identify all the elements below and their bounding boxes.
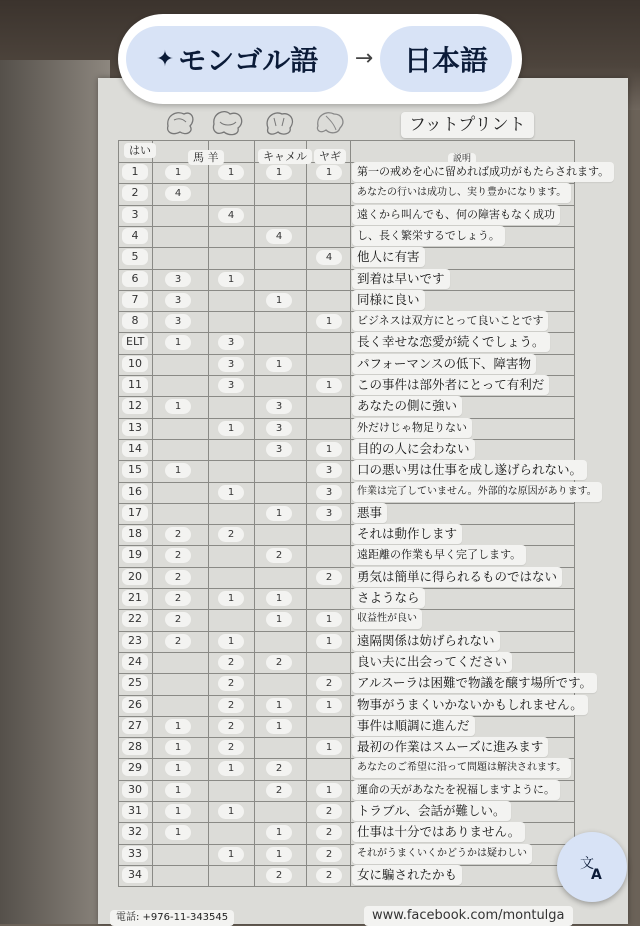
count-cell: 1	[266, 591, 292, 606]
count-cell: 2	[218, 698, 244, 713]
count-cell: 1	[266, 612, 292, 627]
row-number: 24	[122, 654, 148, 670]
count-cell: 1	[165, 463, 191, 478]
count-cell: 1	[316, 612, 342, 627]
table-grid-line	[118, 886, 574, 887]
count-cell: 1	[218, 272, 244, 287]
table-grid-line	[208, 140, 209, 886]
count-cell: 2	[316, 804, 342, 819]
count-cell: 2	[165, 548, 191, 563]
count-cell: 2	[165, 570, 191, 585]
row-number: 11	[122, 377, 148, 393]
count-cell: 1	[165, 740, 191, 755]
translate-language-bar	[118, 14, 522, 104]
count-cell: 1	[218, 847, 244, 862]
count-cell: 3	[165, 272, 191, 287]
footer-phone: 電話: +976-11-343545	[110, 910, 234, 926]
table-grid-line	[118, 418, 574, 419]
count-cell: 1	[316, 378, 342, 393]
count-cell: 2	[165, 527, 191, 542]
row-number: 30	[122, 782, 148, 798]
count-cell: 1	[165, 804, 191, 819]
count-cell: 1	[218, 761, 244, 776]
row-description: 良い夫に出会ってください	[352, 652, 512, 672]
row-description: 運命の天があなたを祝福しますように。	[352, 780, 560, 800]
table-grid-line	[118, 503, 574, 504]
count-cell: 3	[266, 442, 292, 457]
table-grid-line	[118, 524, 574, 525]
count-cell: 1	[266, 165, 292, 180]
row-number: 8	[122, 313, 148, 329]
translate-fab[interactable]	[557, 832, 627, 902]
count-cell: 1	[266, 719, 292, 734]
row-number: 2	[122, 185, 148, 201]
table-grid-line	[118, 140, 574, 141]
count-cell: 2	[165, 634, 191, 649]
count-cell: 1	[218, 804, 244, 819]
count-cell: 2	[316, 676, 342, 691]
count-cell: 1	[218, 634, 244, 649]
count-cell: 1	[165, 825, 191, 840]
row-number: 18	[122, 526, 148, 542]
count-cell: 3	[316, 506, 342, 521]
row-number: 27	[122, 718, 148, 734]
footer-url: www.facebook.com/montulga	[364, 906, 573, 926]
row-description: パフォーマンスの低下、障害物	[352, 354, 536, 374]
column-header-goat: ヤギ	[314, 148, 346, 164]
count-cell: 1	[218, 485, 244, 500]
row-description: 遠隔関係は妨げられない	[352, 631, 500, 651]
count-cell: 3	[316, 485, 342, 500]
row-number: 10	[122, 356, 148, 372]
count-cell: 1	[266, 293, 292, 308]
row-number: 22	[122, 611, 148, 627]
row-number: 15	[122, 462, 148, 478]
row-number: 7	[122, 292, 148, 308]
camel-sketch	[262, 106, 298, 140]
row-number: 3	[122, 207, 148, 223]
row-description: 作業は完了していません。外部的な原因があります。	[352, 482, 602, 502]
row-description: 第一の戒めを心に留めれば成功がもたらされます。	[352, 162, 614, 182]
svg-text:文: 文	[580, 856, 594, 872]
row-description: あなたのご希望に沿って問題は解決されます。	[352, 758, 571, 778]
count-cell: 1	[165, 335, 191, 350]
count-cell: 1	[165, 783, 191, 798]
column-header-description: 説明	[448, 151, 476, 164]
table-grid-line	[118, 396, 574, 397]
count-cell: 1	[316, 314, 342, 329]
arrow-right-icon: →	[354, 46, 374, 71]
row-number: 4	[122, 228, 148, 244]
row-description: 仕事は十分ではありません。	[352, 822, 525, 842]
table-grid-line	[118, 290, 574, 291]
row-description: 他人に有害	[352, 247, 425, 267]
count-cell: 2	[165, 612, 191, 627]
count-cell: 2	[218, 676, 244, 691]
row-description: 悪事	[352, 503, 387, 523]
table-grid-line	[118, 865, 574, 866]
table-grid-line	[254, 140, 255, 886]
row-description: この事件は部外者にとって有利だ	[352, 375, 549, 395]
count-cell: 1	[266, 357, 292, 372]
count-cell: 1	[316, 634, 342, 649]
count-cell: 3	[165, 293, 191, 308]
count-cell: 3	[165, 314, 191, 329]
count-cell: 1	[165, 761, 191, 776]
count-cell: 4	[218, 208, 244, 223]
count-cell: 3	[266, 399, 292, 414]
count-cell: 2	[165, 591, 191, 606]
row-number: 16	[122, 484, 148, 500]
row-number: 17	[122, 505, 148, 521]
row-description: それがうまくいくかどうかは疑わしい	[352, 844, 532, 864]
count-cell: 2	[266, 655, 292, 670]
row-number: 26	[122, 697, 148, 713]
count-cell: 2	[266, 761, 292, 776]
count-cell: 1	[165, 399, 191, 414]
count-cell: 2	[218, 655, 244, 670]
source-language-label: モンゴル語	[178, 44, 319, 77]
row-description: 遠距離の作業も早く完了します。	[352, 545, 526, 565]
column-header-number: はい	[124, 142, 156, 158]
row-number: 33	[122, 846, 148, 862]
row-description: あなたの側に強い	[352, 396, 462, 416]
row-number: 12	[122, 398, 148, 414]
count-cell: 1	[266, 825, 292, 840]
table-grid-line	[118, 269, 574, 270]
row-number: 1	[122, 164, 148, 180]
count-cell: 3	[266, 421, 292, 436]
table-grid-line	[152, 140, 153, 886]
row-number: ELT	[122, 334, 148, 350]
table-grid-line	[118, 439, 574, 440]
photo-shadow	[0, 60, 110, 924]
row-number: 14	[122, 441, 148, 457]
row-description: し、長く繁栄するでしょう。	[352, 226, 505, 246]
row-number: 21	[122, 590, 148, 606]
sheep-sketch	[210, 106, 246, 140]
row-description: 事件は順調に進んだ	[352, 716, 475, 736]
table-grid-line	[574, 140, 575, 886]
row-description: それは動作します	[352, 524, 462, 544]
row-description: 到着は早いです	[352, 269, 450, 289]
table-grid-line	[118, 588, 574, 589]
row-description: 物事がうまくいかないかもしれません。	[352, 695, 588, 715]
row-description: 長く幸せな恋愛が続くでしょう。	[352, 332, 550, 352]
row-number: 32	[122, 824, 148, 840]
table-grid-line	[118, 247, 574, 248]
row-description: 同様に良い	[352, 290, 425, 310]
count-cell: 1	[266, 698, 292, 713]
column-header-horse-sheep: 馬 羊	[188, 149, 224, 165]
row-number: 31	[122, 803, 148, 819]
row-number: 25	[122, 675, 148, 691]
count-cell: 2	[316, 825, 342, 840]
sparkle-icon: ✦	[155, 46, 175, 72]
count-cell: 1	[316, 698, 342, 713]
count-cell: 3	[218, 357, 244, 372]
translate-icon	[577, 852, 607, 882]
row-description: 女に騙されたかも	[352, 865, 462, 885]
count-cell: 2	[218, 719, 244, 734]
table-grid-line	[306, 140, 307, 886]
target-language-button[interactable]	[380, 26, 512, 92]
count-cell: 1	[316, 740, 342, 755]
document-title: フットプリント	[401, 112, 534, 138]
row-description: 目的の人に会わない	[352, 439, 475, 459]
count-cell: 1	[165, 165, 191, 180]
count-cell: 1	[266, 847, 292, 862]
count-cell: 2	[266, 868, 292, 883]
count-cell: 4	[316, 250, 342, 265]
count-cell: 2	[316, 847, 342, 862]
row-number: 13	[122, 420, 148, 436]
count-cell: 3	[218, 378, 244, 393]
table-grid-line	[118, 716, 574, 717]
row-description: トラブル、会話が難しい。	[352, 801, 511, 821]
table-grid-line	[350, 140, 351, 886]
row-number: 19	[122, 547, 148, 563]
column-header-camel: キャメル	[258, 148, 312, 164]
table-grid-line	[118, 631, 574, 632]
row-number: 34	[122, 867, 148, 883]
row-description: 収益性が良い	[352, 609, 422, 629]
target-language-label: 日本語	[403, 44, 488, 77]
row-description: 最初の作業はスムーズに進みます	[352, 737, 548, 757]
row-description: あなたの行いは成功し、実り豊かになります。	[352, 183, 571, 203]
count-cell: 4	[266, 229, 292, 244]
row-number: 20	[122, 569, 148, 585]
row-number: 23	[122, 633, 148, 649]
goat-sketch	[312, 106, 348, 140]
svg-text:A: A	[591, 867, 602, 882]
count-cell: 2	[218, 740, 244, 755]
count-cell: 1	[218, 591, 244, 606]
row-description: 外だけじゃ物足りない	[352, 418, 472, 438]
count-cell: 1	[266, 506, 292, 521]
count-cell: 2	[266, 548, 292, 563]
row-number: 5	[122, 249, 148, 265]
row-number: 6	[122, 271, 148, 287]
table-grid-line	[118, 609, 574, 610]
row-description: さようなら	[352, 588, 425, 608]
count-cell: 2	[316, 570, 342, 585]
row-description: アルスーラは困難で物議を醸す場所です。	[352, 673, 597, 693]
count-cell: 1	[218, 421, 244, 436]
table-grid-line	[118, 140, 119, 886]
count-cell: 1	[316, 783, 342, 798]
count-cell: 1	[218, 165, 244, 180]
table-grid-line	[118, 226, 574, 227]
count-cell: 1	[165, 719, 191, 734]
horse-sketch	[162, 106, 198, 140]
count-cell: 2	[266, 783, 292, 798]
row-description: ビジネスは双方にとって良いことです	[352, 311, 548, 331]
count-cell: 2	[316, 868, 342, 883]
count-cell: 3	[218, 335, 244, 350]
count-cell: 3	[316, 463, 342, 478]
row-description: 口の悪い男は仕事を成し遂げられない。	[352, 460, 587, 480]
count-cell: 2	[218, 527, 244, 542]
source-language-button[interactable]	[126, 26, 348, 92]
row-description: 勇気は簡単に得られるものではない	[352, 567, 562, 587]
row-number: 28	[122, 739, 148, 755]
row-description: 遠くから叫んでも、何の障害もなく成功	[352, 205, 560, 225]
count-cell: 1	[316, 442, 342, 457]
count-cell: 1	[316, 165, 342, 180]
count-cell: 4	[165, 186, 191, 201]
row-number: 29	[122, 760, 148, 776]
